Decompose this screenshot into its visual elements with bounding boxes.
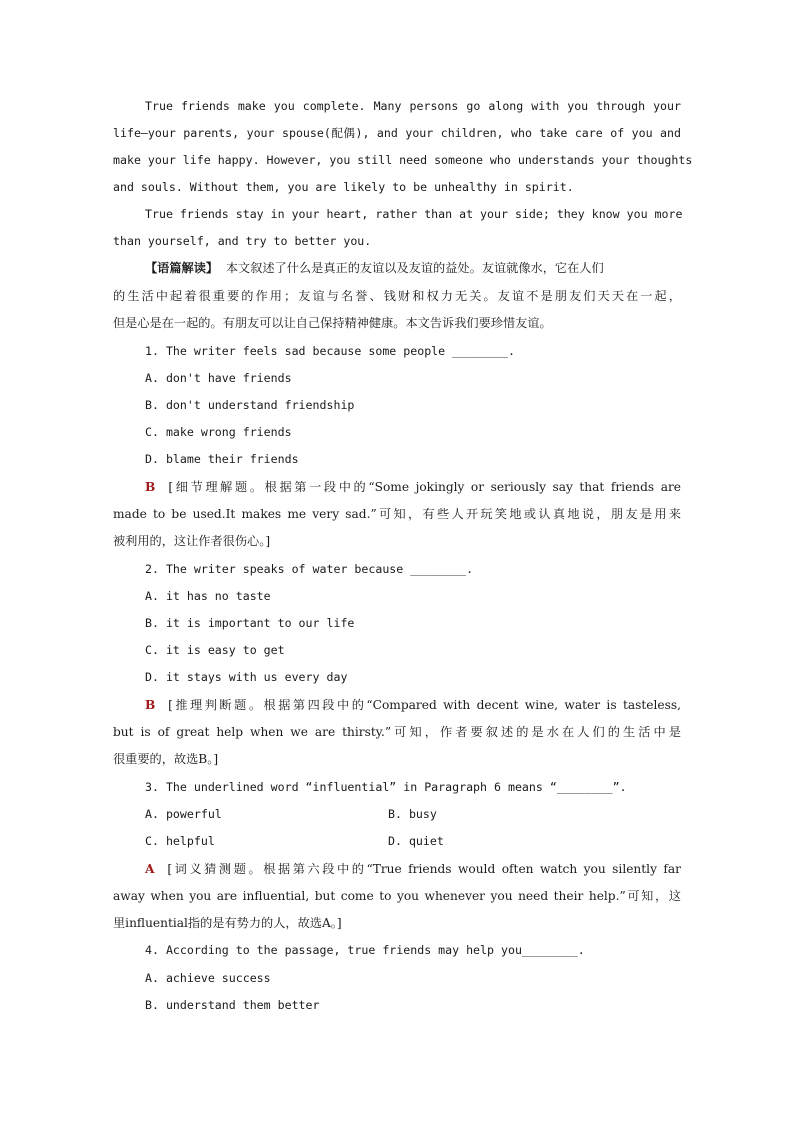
explanation-line: away when you are influential, but come to you whenever you need their help.”可知，这: [113, 889, 681, 903]
option: D. it stays with us every day: [145, 670, 348, 684]
option: C. it is easy to get: [145, 643, 285, 657]
explanation-line: B [推理判断题。根据第四段中的“Compared with decent wine, water is tasteless,: [145, 698, 681, 712]
option-row: [145, 806, 681, 822]
passage-line: and souls. Without them, you are likely to be unhealthy in spirit.: [113, 180, 574, 194]
option: B. don't understand friendship: [145, 398, 355, 412]
option-row: [145, 833, 681, 849]
option: D. blame their friends: [145, 452, 299, 466]
passage-line: than yourself, and try to better you.: [113, 234, 372, 248]
option: A. it has no taste: [145, 589, 271, 603]
answer-letter: B: [145, 698, 156, 712]
analysis-tag: 【语篇解读】: [145, 261, 219, 275]
explanation-line: 很重要的，故选B。]: [113, 752, 219, 766]
question-stem: 4. According to the passage, true friends may help you________.: [145, 943, 585, 957]
option: B. busy: [388, 807, 437, 821]
explanation-line: B [细节理解题。根据第一段中的“Some jokingly or seriously say that friends are: [145, 480, 681, 494]
option: A. powerful: [145, 807, 222, 821]
passage-line: True friends stay in your heart, rather than at your side; they know you more: [145, 207, 683, 221]
analysis-first-line: [145, 260, 681, 276]
explanation-line: made to be used.It makes me very sad.”可知，有些人开玩笑地或认真地说，朋友是用来: [113, 507, 681, 521]
option: C. make wrong friends: [145, 425, 292, 439]
passage-line: True friends make you complete. Many persons go along with you through your: [145, 99, 681, 113]
option: A. achieve success: [145, 971, 271, 985]
option: B. it is important to our life: [145, 616, 355, 630]
answer-letter: B: [145, 480, 156, 494]
explanation-line: A [词义猜测题。根据第六段中的“True friends would often watch you silently far: [145, 862, 682, 876]
question-stem: 1. The writer feels sad because some people ________.: [145, 344, 515, 358]
answer-letter: A: [145, 862, 155, 876]
option: B. understand them better: [145, 998, 320, 1012]
explanation-line: but is of great help when we are thirsty.”可知，作者要叙述的是水在人们的生活中是: [113, 725, 681, 739]
option: A. don't have friends: [145, 371, 292, 385]
explanation-line: 被利用的，这让作者很伤心。]: [113, 534, 271, 548]
passage-line: make your life happy. However, you still need someone who understands your thoughts: [113, 153, 693, 167]
option: C. helpful: [145, 834, 215, 848]
option: D. quiet: [388, 834, 444, 848]
question-stem: 3. The underlined word “influential” in Paragraph 6 means “________”.: [145, 780, 627, 794]
analysis-line: 但是心是在一起的。有朋友可以让自己保持精神健康。本文告诉我们要珍惜友谊。: [113, 316, 552, 330]
passage-line: life—your parents, your spouse(配偶), and your children, who take care of you and: [113, 126, 681, 140]
question-stem: 2. The writer speaks of water because ________.: [145, 562, 474, 576]
analysis-line: 的生活中起着很重要的作用；友谊与名誉、钱财和权力无关。友谊不是朋友们天天在一起，: [113, 289, 681, 303]
analysis-text: 本文叙述了什么是真正的友谊以及友谊的益处。友谊就像水，它在人们: [225, 261, 604, 275]
explanation-line: 里influential指的是有势力的人，故选A。]: [113, 916, 342, 930]
